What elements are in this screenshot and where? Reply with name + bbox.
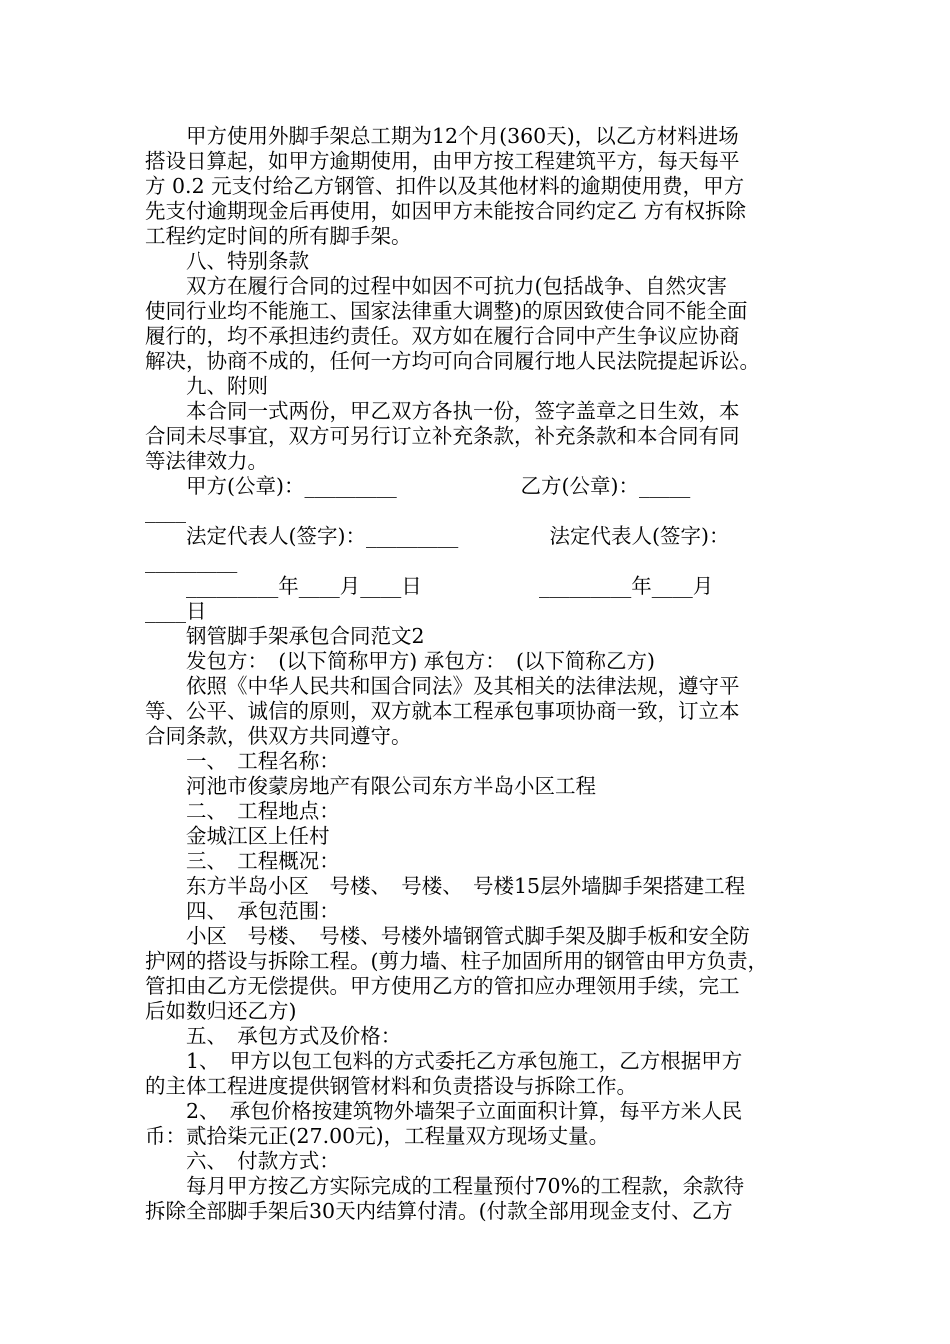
text-line: 搭设日算起，如甲方逾期使用，由甲方按工程建筑平方，每天每平 xyxy=(145,149,740,173)
section-heading: 五、 承包方式及价格： xyxy=(145,1024,402,1048)
signature-line: 甲方(公章)：_________ 乙方(公章)：_____ xyxy=(145,474,691,498)
section-heading: 一、 工程名称： xyxy=(145,749,340,773)
section-heading: 二、 工程地点： xyxy=(145,799,340,823)
text-line: 币：贰拾柒元正(27.00元)，工程量双方现场丈量。 xyxy=(145,1124,610,1148)
section-heading: 六、 付款方式： xyxy=(145,1149,340,1173)
text-line: 合同未尽事宜，双方可另行订立补充条款，补充条款和本合同有同 xyxy=(145,424,740,448)
text-line: 解决，协商不成的，任何一方均可向合同履行地人民法院提起诉讼。 xyxy=(145,349,760,373)
text-line: 工程约定时间的所有脚手架。 xyxy=(145,224,412,248)
section-heading: 四、 承包范围： xyxy=(145,899,340,923)
section-heading: 八、特别条款 xyxy=(145,249,309,273)
text-line: 小区 号楼、 号楼、号楼外墙钢管式脚手架及脚手板和安全防 xyxy=(145,924,750,948)
text-line: 履行的，均不承担违约责任。双方如在履行合同中产生争议应协商 xyxy=(145,324,740,348)
text-line: 后如数归还乙方) xyxy=(145,999,297,1023)
signature-line: ____ xyxy=(145,499,186,523)
text-line: 合同条款，供双方共同遵守。 xyxy=(145,724,412,748)
text-line: 2、 承包价格按建筑物外墙架子立面面积计算，每平方米人民 xyxy=(145,1099,743,1123)
text-line: 等法律效力。 xyxy=(145,449,268,473)
text-line: 的主体工程进度提供钢管材料和负责搭设与拆除工作。 xyxy=(145,1074,637,1098)
text-line: 管扣由乙方无偿提供。甲方使用乙方的管扣应办理领用手续，完工 xyxy=(145,974,740,998)
text-line: 护网的搭设与拆除工程。(剪力墙、柱子加固所用的钢管由甲方负责， xyxy=(145,949,768,973)
section-heading: 三、 工程概况： xyxy=(145,849,340,873)
text-line: 本合同一式两份，甲乙双方各执一份，签字盖章之日生效，本 xyxy=(145,399,740,423)
text-line: 先支付逾期现金后再使用，如因甲方未能按合同约定乙 方有权拆除 xyxy=(145,199,747,223)
text-line: 发包方： (以下简称甲方) 承包方： (以下简称乙方) xyxy=(145,649,656,673)
text-line: 甲方使用外脚手架总工期为12个月(360天)，以乙方材料进场 xyxy=(145,124,739,148)
text-line: 1、 甲方以包工包料的方式委托乙方承包施工，乙方根据甲方 xyxy=(145,1049,743,1073)
text-line: 使同行业均不能施工、国家法律重大调整)的原因致使合同不能全面 xyxy=(145,299,748,323)
signature-line: _________ xyxy=(145,549,238,573)
text-line: 等、公平、诚信的原则，双方就本工程承包事项协商一致，订立本 xyxy=(145,699,740,723)
section-heading: 九、附则 xyxy=(145,374,268,398)
signature-line: 法定代表人(签字)：_________ 法定代表人(签字)： xyxy=(145,524,730,548)
date-line: ____日 xyxy=(145,599,207,623)
text-line: 河池市俊蒙房地产有限公司东方半岛小区工程 xyxy=(145,774,596,798)
text-line: 依照《中华人民共和国合同法》及其相关的法律法规，遵守平 xyxy=(145,674,740,698)
text-line: 东方半岛小区 号楼、 号楼、 号楼15层外墙脚手架搭建工程 xyxy=(145,874,746,898)
text-line: 每月甲方按乙方实际完成的工程量预付70%的工程款，余款待 xyxy=(145,1174,745,1198)
text-line: 金城江区上任村 xyxy=(145,824,330,848)
text-line: 双方在履行合同的过程中如因不可抗力(包括战争、自然灾害 xyxy=(145,274,727,298)
date-line: _________年____月____日 _________年____月 xyxy=(145,574,714,598)
text-line: 方 0.2 元支付给乙方钢管、扣件以及其他材料的逾期使用费，甲方 xyxy=(145,174,745,198)
document-title: 钢管脚手架承包合同范文2 xyxy=(145,624,425,648)
text-line: 拆除全部脚手架后30天内结算付清。(付款全部用现金支付、乙方 xyxy=(145,1199,733,1223)
